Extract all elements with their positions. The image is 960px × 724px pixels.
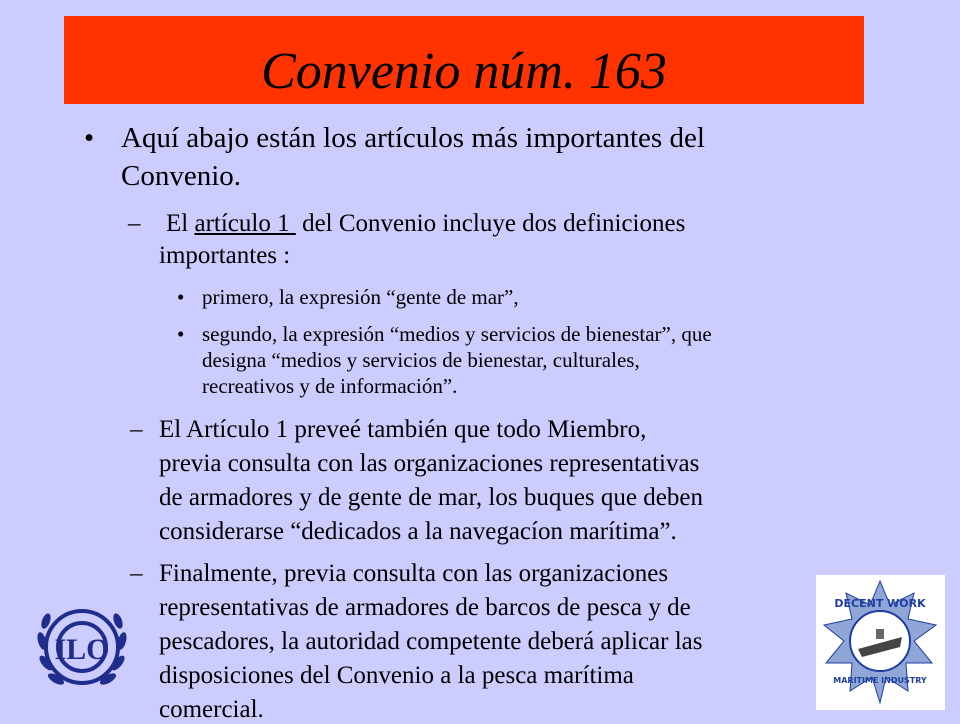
sub2-line2: previa consulta con las organizaciones representativas [159, 450, 700, 477]
sub2-line1: El Artículo 1 preveé también que todo Miembro, [159, 416, 647, 443]
sub1-rest: del Convenio incluye dos definiciones [295, 210, 686, 237]
ilo-logo-text: ILO [54, 633, 110, 666]
slide-title: Convenio núm. 163 [261, 43, 667, 100]
sub3-line5: comercial. [159, 696, 264, 723]
sub1-line1 [166, 210, 685, 238]
dash-marker: – [130, 560, 143, 587]
small-bullet-marker: • [177, 285, 185, 309]
ilo-logo [30, 597, 134, 701]
item2-line1: segundo, la expresión “medios y servicios de bienestar”, que [202, 322, 712, 346]
dash-marker: – [128, 210, 141, 237]
sub1-prefix: El [166, 210, 195, 237]
item1-line1: primero, la expresión “gente de mar”, [202, 285, 519, 309]
small-bullet-marker: • [177, 322, 185, 346]
sub3-line1: Finalmente, previa consulta con las organizaciones [159, 560, 669, 587]
dash-marker: – [130, 416, 143, 443]
maritime-industry-text: MARITIME INDUSTRY [833, 676, 927, 685]
sub2-line4: considerarse “dedicados a la navegacíon marítima”. [159, 518, 677, 545]
bullet-marker: • [84, 122, 95, 154]
sub3-line3: pescadores, la autoridad competente deberá aplicar las [159, 628, 703, 655]
bullet1-line2: Convenio. [121, 160, 242, 192]
sub1-line2: importantes : [159, 242, 291, 269]
item2-line3: recreativos y de información”. [202, 374, 458, 398]
item2-line2: designa “medios y servicios de bienestar, culturales, [202, 348, 640, 372]
sub3-line4: disposiciones del Convenio a la pesca marítima [159, 662, 634, 689]
bullet1-line1: Aquí abajo están los artículos más importantes del [121, 122, 705, 154]
decent-work-logo [816, 575, 945, 710]
articulo-1-link[interactable]: artículo 1 [194, 210, 290, 237]
sub3-line2: representativas de armadores de barcos de pesca y de [159, 594, 691, 621]
decent-work-text: DECENT WORK [834, 597, 926, 610]
sub2-line3: de armadores y de gente de mar, los buques que deben [159, 484, 703, 511]
